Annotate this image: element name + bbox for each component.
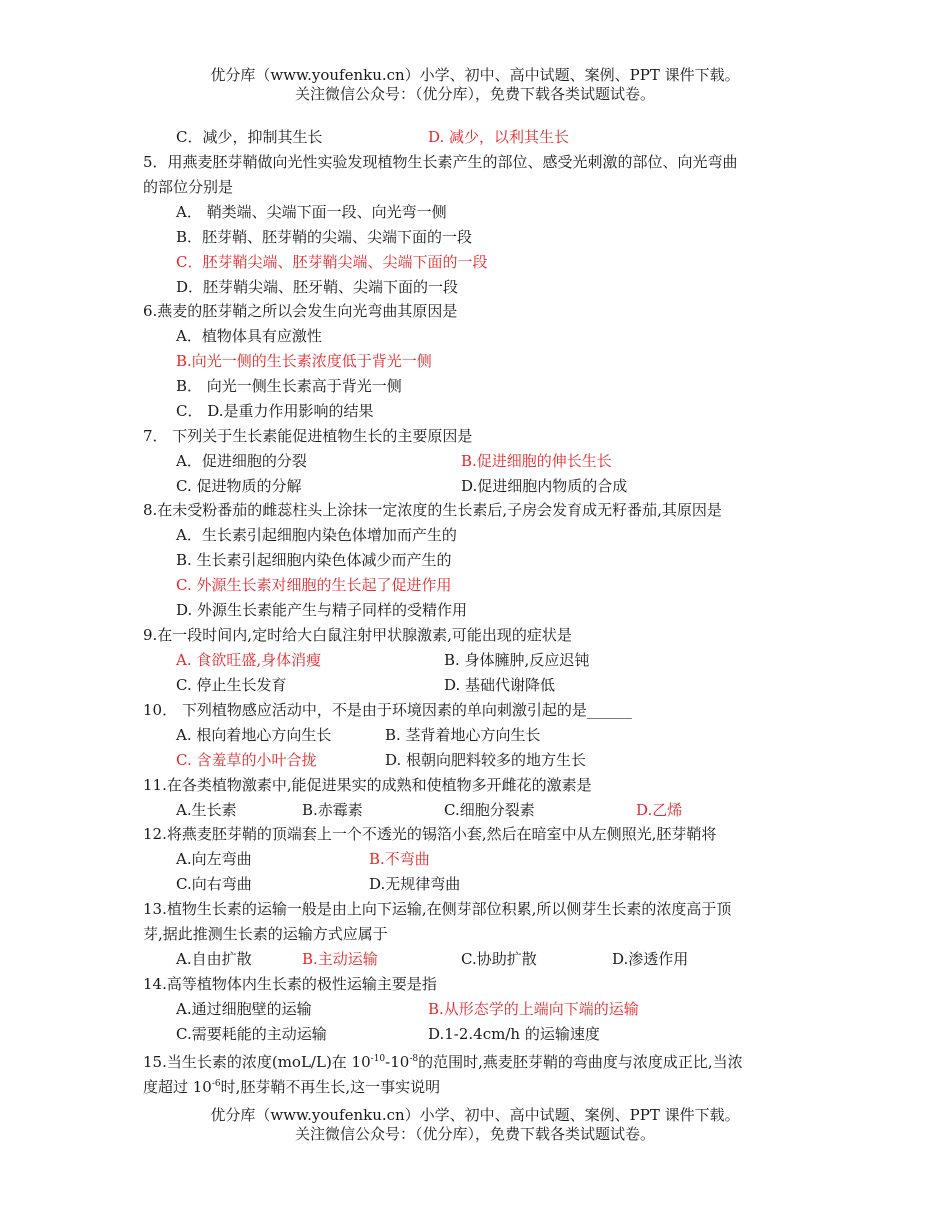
q5-option-a: A． 鞘类端、尖端下面一段、向光弯一侧 (176, 203, 447, 221)
q13-option-b-answer: B.主动运输 (302, 950, 378, 968)
q9-stem: 9.在一段时间内,定时给大白鼠注射甲状腺激素,可能出现的症状是 (143, 626, 572, 644)
q14-option-c: C.需要耗能的主动运输 (176, 1025, 327, 1043)
q9-option-d: D. 基础代谢降低 (444, 676, 556, 694)
q8-option-d: D. 外源生长素能产生与精子同样的受精作用 (176, 601, 468, 619)
q15-stem2-part-a: 度超过 10 (143, 1078, 212, 1096)
q9-option-b: B. 身体臃肿,反应迟钝 (444, 651, 590, 669)
q5-option-d: D．胚芽鞘尖端、胚牙鞘、尖端下面的一段 (176, 278, 459, 296)
q15-stem-part-a: 15.当生长素的浓度(moL/L)在 10 (143, 1053, 371, 1071)
q11-option-d-answer: D.乙烯 (636, 801, 683, 819)
q14-option-b-answer: B.从形态学的上端向下端的运输 (428, 1000, 639, 1018)
footer-line-1: 优分库（www.youfenku.cn）小学、初中、高中试题、案例、PPT 课件下载。 (210, 1106, 740, 1124)
q8-option-a: A．生长素引起细胞内染色体增加而产生的 (176, 526, 457, 544)
q7-stem: 7． 下列关于生长素能促进植物生长的主要原因是 (143, 427, 473, 445)
q15-exponent-2: -8 (409, 1054, 419, 1064)
q15-exponent-3: -6 (211, 1079, 221, 1089)
q15-stem-line-2 (143, 1074, 440, 1094)
q12-option-c: C.向右弯曲 (176, 875, 252, 893)
q9-option-c: C. 停止生长发育 (176, 676, 287, 694)
q5-option-c-answer: C．胚芽鞘尖端、胚芽鞘尖端、尖端下面的一段 (176, 253, 488, 271)
q15-stem2-part-b: 时,胚芽鞘不再生长,这一事实说明 (220, 1078, 441, 1096)
q15-stem-part-c: 的范围时,燕麦胚芽鞘的弯曲度与浓度成正比,当浓 (418, 1053, 743, 1071)
footer-line-2: 关注微信公众号：（优分库），免费下载各类试题试卷。 (294, 1125, 655, 1143)
q5-option-b: B．胚芽鞘、胚芽鞘的尖端、尖端下面的一段 (176, 228, 473, 246)
q8-option-b: B. 生长素引起细胞内染色体减少而产生的 (176, 551, 452, 569)
q13-option-d: D.渗透作用 (612, 950, 689, 968)
q6-option-b-answer: B.向光一侧的生长素浓度低于背光一侧 (176, 352, 432, 370)
q11-option-c: C.细胞分裂素 (444, 801, 535, 819)
q10-stem: 10． 下列植物感应活动中，不是由于环境因素的单向刺激引起的是______ (143, 701, 632, 719)
q11-stem: 11.在各类植物激素中,能促进果实的成熟和使植物多开雌花的激素是 (143, 776, 592, 794)
q7-option-a: A．促进细胞的分裂 (176, 452, 307, 470)
q5-stem-line-2: 的部位分别是 (143, 178, 234, 196)
q15-stem-line-1 (143, 1049, 743, 1069)
q10-option-c-answer: C. 含羞草的小叶合拢 (176, 751, 317, 769)
q8-option-c-answer: C. 外源生长素对细胞的生长起了促进作用 (176, 576, 452, 594)
header-line-1: 优分库（www.youfenku.cn）小学、初中、高中试题、案例、PPT 课件下载。 (210, 66, 740, 84)
q6-stem: 6.燕麦的胚芽鞘之所以会发生向光弯曲其原因是 (143, 302, 458, 320)
q4-option-d-answer: D. 减少，以利其生长 (428, 128, 570, 146)
q10-option-d: D. 根朝向肥料较多的地方生长 (385, 751, 587, 769)
q7-option-d: D.促进细胞内物质的合成 (461, 477, 628, 495)
q12-stem: 12.将燕麦胚芽鞘的顶端套上一个不透光的锡箔小套,然后在暗室中从左侧照光,胚芽鞘将 (143, 825, 717, 843)
q14-option-a: A.通过细胞壁的运输 (176, 1000, 312, 1018)
q6-option-a: A．植物体具有应激性 (176, 327, 322, 345)
q11-option-a: A.生长素 (176, 801, 237, 819)
q13-option-c: C.协助扩散 (461, 950, 537, 968)
q14-option-d: D.1-2.4cm/h 的运输速度 (428, 1025, 600, 1043)
q13-stem-line-2: 芽,据此推测生长素的运输方式应属于 (143, 925, 388, 943)
q7-option-c: C. 促进物质的分解 (176, 477, 302, 495)
q12-option-d: D.无规律弯曲 (369, 875, 461, 893)
q8-stem: 8.在未受粉番茄的雌蕊柱头上涂抹一定浓度的生长素后,子房会发育成无籽番茄,其原因是 (143, 501, 722, 519)
q13-stem-line-1: 13.植物生长素的运输一般是由上向下运输,在侧芽部位积累,所以侧芽生长素的浓度高于顶 (143, 900, 732, 918)
q9-option-a-answer: A. 食欲旺盛,身体消瘦 (176, 651, 322, 669)
q13-option-a: A.自由扩散 (176, 950, 252, 968)
q11-option-b: B.赤霉素 (302, 801, 363, 819)
page-footer (0, 1106, 950, 1144)
q12-option-a: A.向左弯曲 (176, 850, 252, 868)
q15-stem-part-b: -10 (385, 1053, 410, 1071)
q7-option-b-answer: B.促进细胞的伸长生长 (461, 452, 612, 470)
q5-stem-line-1: 5．用燕麦胚芽鞘做向光性实验发现植物生长素产生的部位、感受光刺激的部位、向光弯曲 (143, 153, 738, 171)
page-header (0, 66, 950, 104)
q14-stem: 14.高等植物体内生长素的极性运输主要是指 (143, 975, 437, 993)
q6-option-cd: C． D.是重力作用影响的结果 (176, 402, 374, 420)
q12-option-b-answer: B.不弯曲 (369, 850, 430, 868)
q6-option-b2: B． 向光一侧生长素高于背光一侧 (176, 377, 402, 395)
q10-option-b: B. 茎背着地心方向生长 (385, 726, 541, 744)
header-line-2: 关注微信公众号：（优分库），免费下载各类试题试卷。 (294, 85, 655, 103)
q15-exponent-1: -10 (370, 1054, 386, 1064)
q10-option-a: A. 根向着地心方向生长 (176, 726, 332, 744)
q4-option-c: C．减少，抑制其生长 (176, 128, 323, 146)
